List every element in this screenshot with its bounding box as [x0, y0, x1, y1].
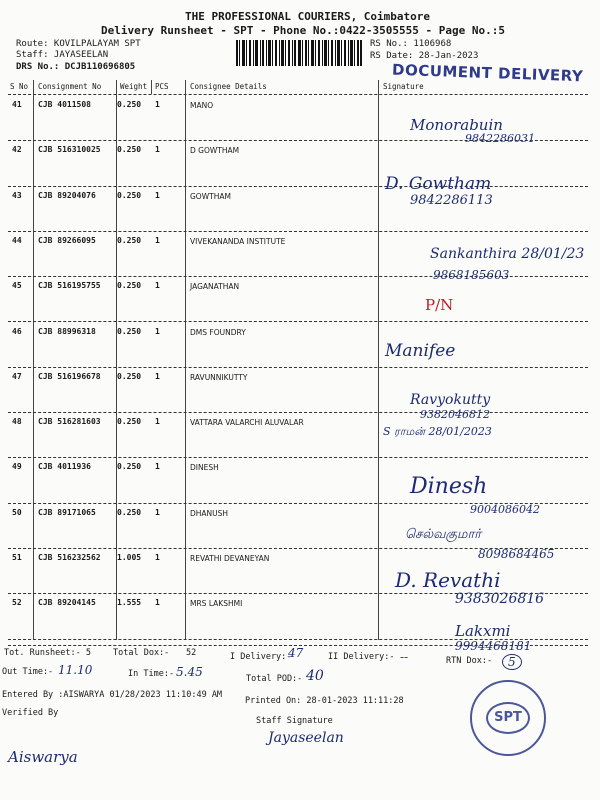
- company-name: THE PROFESSIONAL COURIERS, Coimbatore: [185, 10, 431, 23]
- header-divider: [8, 94, 588, 95]
- seal-text: SPT: [486, 702, 530, 734]
- cell-consignment-no: CJB 89171065: [38, 507, 96, 517]
- col-weight: Weight: [120, 82, 148, 91]
- ii-delivery-value: --: [400, 650, 409, 664]
- cell-pcs: 1: [155, 281, 160, 291]
- cell-sno: 41: [12, 100, 22, 109]
- cell-consignee: JAGANATHAN: [190, 282, 240, 292]
- cell-pcs: 1: [155, 507, 160, 517]
- cell-pcs: 1: [155, 598, 160, 608]
- cell-consignee: GOWTHAM: [190, 191, 231, 201]
- staff-label: Staff: JAYASEELAN: [16, 50, 109, 60]
- cell-sno: 46: [12, 326, 22, 336]
- cell-sno: 43: [12, 190, 22, 200]
- phone-50: 8098684465: [478, 547, 555, 561]
- cell-consignee: VATTARA VALARCHI ALUVALAR: [190, 418, 304, 428]
- i-delivery-label: I Delivery:-: [230, 652, 292, 662]
- route-label: Route: KOVILPALAYAM SPT: [16, 39, 141, 49]
- cell-sno: 45: [12, 281, 22, 291]
- cell-pcs: 1: [155, 326, 160, 336]
- cell-weight: 0.250: [117, 507, 142, 517]
- row-divider: [8, 367, 588, 368]
- row-divider: [8, 231, 588, 232]
- out-time-label: Out Time:-: [2, 667, 54, 677]
- drs-number: DRS No.: DCJB110696805: [16, 62, 136, 72]
- phone-49: 9004086042: [470, 503, 540, 516]
- tot-runsheet: Tot. Runsheet:- 5: [4, 648, 91, 658]
- cell-pcs: 1: [155, 235, 160, 245]
- cell-weight: 0.250: [117, 235, 142, 245]
- cell-pcs: 1: [155, 553, 160, 562]
- in-time-label: In Time:-: [128, 669, 175, 679]
- signature-50: செல்வகுமார்: [405, 527, 482, 542]
- in-time-value: 5.45: [176, 665, 203, 679]
- entered-by: Entered By :AISWARYA 01/28/2023 11:10:49 AM: [2, 690, 223, 700]
- row-divider: [8, 412, 588, 413]
- row-divider: [8, 457, 588, 458]
- not-delivered-mark: P/N: [425, 296, 454, 314]
- cell-weight: 0.250: [117, 462, 142, 472]
- rs-number: RS No.: 1106968: [370, 39, 452, 49]
- rs-date: RS Date: 28-Jan-2023: [370, 51, 479, 61]
- col-consignment: Consignment No: [38, 82, 102, 91]
- signature-52: Lakxmi: [455, 622, 511, 640]
- signature-46: Manifee: [385, 341, 456, 361]
- cell-sno: 50: [12, 507, 22, 517]
- cell-weight: 0.250: [117, 100, 142, 109]
- cell-weight: 0.250: [117, 145, 142, 155]
- cell-consignee: MRS LAKSHMI: [190, 599, 243, 609]
- total-pod-label: Total POD:-: [246, 674, 303, 684]
- cell-sno: 48: [12, 417, 22, 427]
- cell-consignment-no: CJB 89266095: [38, 235, 96, 245]
- col-pcs: PCS: [155, 82, 169, 91]
- cell-consignee: DMS FOUNDRY: [190, 327, 246, 337]
- row-divider: [8, 321, 588, 322]
- cell-consignee: DINESH: [190, 463, 219, 473]
- signature-49: Dinesh: [410, 474, 488, 499]
- total-dox-label: Total Dox:-: [113, 648, 170, 658]
- printed-on: Printed On: 28-01-2023 11:11:28: [245, 696, 404, 706]
- barcode: [236, 40, 362, 66]
- cell-consignment-no: CJB 516196678: [38, 371, 101, 381]
- phone-42: 9842286113: [410, 193, 493, 208]
- cell-sno: 42: [12, 145, 22, 155]
- signature-44: Sankanthira 28/01/23: [430, 246, 585, 262]
- cell-weight: 0.250: [117, 281, 142, 291]
- cell-pcs: 1: [155, 371, 160, 381]
- cell-sno: 44: [12, 235, 22, 245]
- cell-pcs: 1: [155, 100, 160, 109]
- cell-consignment-no: CJB 4011936: [38, 462, 91, 472]
- i-delivery-value: 47: [288, 646, 304, 660]
- table-row: [0, 370, 600, 416]
- phone-47: 9382046812: [420, 408, 490, 421]
- cell-consignee: DHANUSH: [190, 508, 229, 518]
- cell-pcs: 1: [155, 417, 160, 427]
- cell-consignment-no: CJB 4011508: [38, 100, 91, 109]
- cell-sno: 52: [12, 598, 22, 608]
- table-row: [0, 279, 600, 325]
- total-dox-value: 52: [186, 648, 197, 658]
- col-signature: Signature: [383, 82, 424, 91]
- cell-consignment-no: CJB 89204145: [38, 598, 96, 608]
- rtn-dox-value: 5: [502, 654, 522, 670]
- cell-consignee: RAVUNNIKUTTY: [190, 372, 248, 382]
- cell-consignment-no: CJB 516232562: [38, 553, 101, 562]
- signature-41: Monorabuin: [410, 116, 503, 134]
- cell-pcs: 1: [155, 145, 160, 155]
- cell-weight: 0.250: [117, 326, 142, 336]
- table-row: [0, 325, 600, 371]
- verifier-signature: Aiswarya: [8, 748, 78, 766]
- ii-delivery-label: II Delivery:-: [328, 652, 395, 662]
- cell-consignment-no: CJB 516281603: [38, 417, 101, 427]
- row-divider: [8, 186, 588, 187]
- cell-pcs: 1: [155, 462, 160, 472]
- table-row: [0, 143, 600, 189]
- cell-consignee: REVATHI DEVANEYAN: [190, 554, 270, 563]
- cell-consignee: MANO: [190, 101, 214, 110]
- cell-weight: 1.555: [117, 598, 142, 608]
- signature-42: D. Gowtham: [385, 174, 492, 194]
- col-consignee: Consignee Details: [190, 82, 267, 91]
- cell-pcs: 1: [155, 190, 160, 200]
- cell-weight: 0.250: [117, 190, 142, 200]
- cell-sno: 49: [12, 462, 22, 472]
- runsheet-title: Delivery Runsheet - SPT - Phone No.:0422-3505555 - Page No.:5: [101, 24, 505, 37]
- table-row: [0, 189, 600, 235]
- cell-consignment-no: CJB 516310025: [38, 145, 101, 155]
- cell-weight: 0.250: [117, 371, 142, 381]
- cell-weight: 0.250: [117, 417, 142, 427]
- cell-consignee: D GOWTHAM: [190, 146, 240, 156]
- document-delivery-stamp: DOCUMENT DELIVERY: [391, 60, 584, 86]
- total-pod-value: 40: [306, 668, 324, 684]
- signature-48: S ராமன் 28/01/2023: [383, 425, 492, 438]
- verified-by: Verified By: [2, 708, 59, 718]
- cell-consignment-no: CJB 516195755: [38, 281, 101, 291]
- table-row: [0, 460, 600, 506]
- col-sno: S No: [10, 82, 29, 91]
- col-sep: [151, 80, 152, 94]
- cell-consignment-no: CJB 89204076: [38, 190, 96, 200]
- cell-sno: 47: [12, 371, 22, 381]
- staff-signature: Jayaseelan: [268, 730, 344, 746]
- spt-seal: [470, 680, 546, 756]
- signature-47: Ravyokutty: [410, 392, 491, 408]
- out-time-value: 11.10: [58, 663, 93, 677]
- cell-weight: 1.005: [117, 553, 142, 562]
- cell-consignment-no: CJB 88996318: [38, 326, 96, 336]
- cell-sno: 51: [12, 553, 22, 562]
- staff-signature-label: Staff Signature: [256, 716, 333, 726]
- table-row: [0, 415, 600, 461]
- phone-41: 9842286031: [465, 132, 535, 145]
- phone-51: 9383026816: [455, 591, 545, 607]
- cell-consignee: VIVEKANANDA INSTITUTE: [190, 236, 286, 246]
- rtn-dox-label: RTN Dox:-: [446, 656, 493, 666]
- phone-52: 9994468181: [455, 639, 532, 653]
- phone-44: 9868185603: [433, 268, 510, 282]
- signature-51: D. Revathi: [395, 568, 501, 592]
